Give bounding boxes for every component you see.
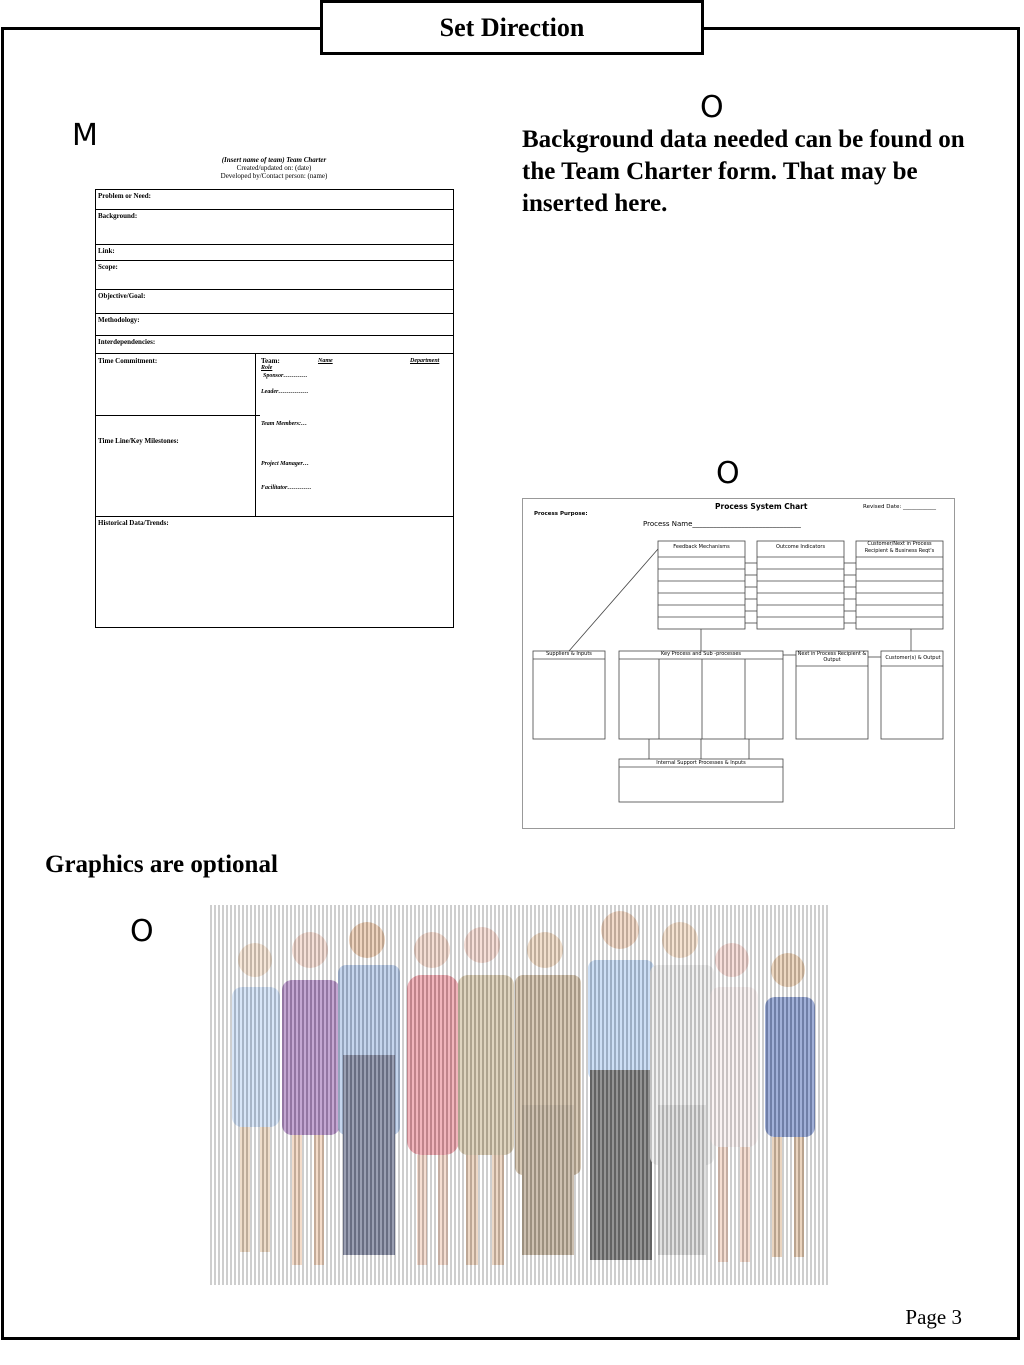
charter-team-col: Team: [261,357,280,365]
charter-developed: Developed by/Contact person: (name) [220,172,328,180]
charter-created: Created/updated on: (date) [236,164,312,172]
team-charter-form [95,189,454,628]
graphics-note: Graphics are optional [45,851,278,878]
pchart-next-recipient: Next in Process Recipient & Output [797,651,867,663]
charter-title: (Insert name of team) Team Charter [221,156,327,164]
pchart-key-process: Key Process and Sub -processes [660,651,741,657]
pchart-name: Process Name_______________________________ [643,520,801,528]
charter-row-background: Background: [96,210,453,245]
charter-timeline: Time Line/Key Milestones: [98,437,179,445]
pchart-internal-support: Internal Support Processes & Inputs [656,760,746,766]
charter-leader: Leader…………… [261,389,309,395]
pchart-customer-output: Customer(s) & Output [885,655,941,661]
optional-marker-background: O [700,90,724,125]
charter-row-methodology: Methodology: [96,314,453,336]
pchart-outcome: Outcome Indicators [775,544,826,550]
charter-header [95,156,453,180]
charter-name-col: Name [318,358,333,364]
charter-row-objective: Objective/Goal: [96,290,453,314]
charter-historical: Historical Data/Trends: [98,519,169,527]
team-people-illustration [210,905,830,1285]
charter-sponsor: Sponsor………… [263,373,308,379]
charter-row-scope: Scope: [96,261,453,290]
charter-row-interdependencies: Interdependencies: [96,336,453,354]
charter-project-manager: Project Manager… [261,461,309,467]
pchart-feedback: Feedback Mechanisms [673,544,730,550]
pchart-customer-next: Customer/Next in Process Recipient & Business Reqt's [864,541,935,554]
charter-time-commitment: Time Commitment: [98,357,158,365]
optional-marker-process-chart: O [716,456,740,491]
charter-team-members: Team Members:… [261,421,307,427]
charter-role-col: Role [261,365,273,371]
pchart-revised: Revised Date: ____________ [863,504,936,510]
page-number: Page 3 [905,1305,962,1329]
required-marker: M [72,118,98,153]
process-system-chart [522,498,955,829]
optional-marker-graphics: O [130,914,154,949]
charter-row-problem: Problem or Need: [96,190,453,210]
background-note: Background data needed can be found on the Team Charter form. That may be inserted here. [522,126,965,217]
page-title: Set Direction [320,0,704,55]
pchart-purpose: Process Purpose: [534,511,588,517]
charter-row-link: Link: [96,245,453,261]
pchart-title: Process System Chart [715,502,808,511]
charter-facilitator: Facilitator………… [261,485,312,491]
charter-department-col: Department [410,358,440,364]
pchart-suppliers: Suppliers & Inputs [546,651,592,657]
